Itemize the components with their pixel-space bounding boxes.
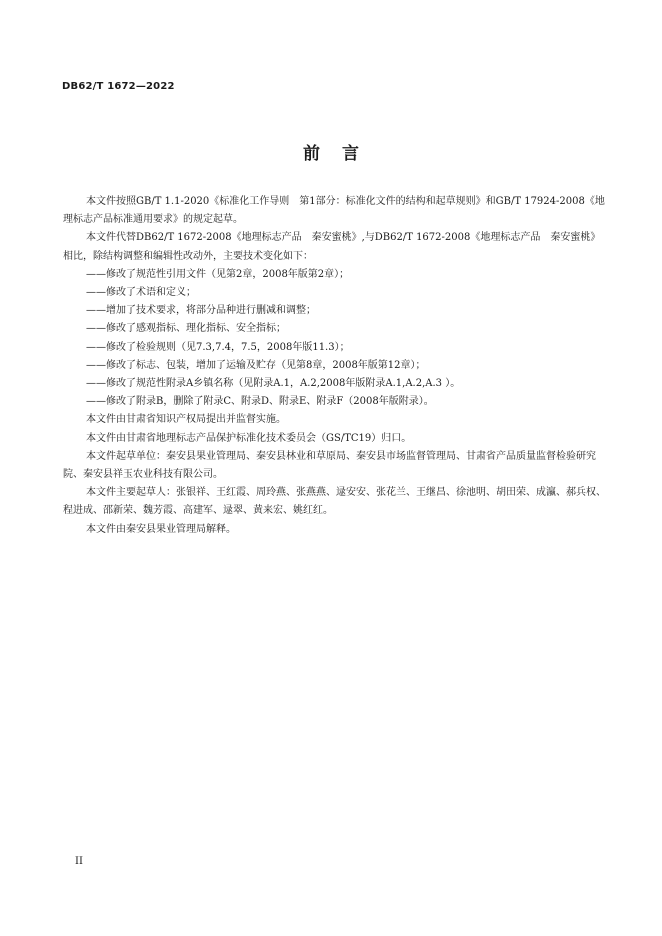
change-item: ——修改了规范性附录A乡镇名称（见附录A.1，A.2,2008年版附录A.1,A.2,A.3 ）。: [86, 378, 461, 390]
paragraph-drafting-units: 本文件起草单位：秦安县果业管理局、秦安县林业和草原局、秦安县市场监督管理局、甘肃省产品质量监督检验研究院、秦安县祥玉农业科技有限公司。: [63, 450, 596, 481]
change-item: ——修改了感观指标、理化指标、安全指标；: [86, 323, 286, 335]
paragraph-drafters: 本文件主要起草人：张银祥、王红霞、周玲燕、张燕燕、逯安安、张花兰、王继昌、徐池明、胡田荣、成瀛、郝兵权、程进成、邵新荣、魏芳霞、高建军、逯翠、黄来宏、姚红红。: [63, 487, 606, 517]
page-number: II: [75, 856, 83, 867]
preface-body: [63, 193, 606, 539]
paragraph-interpretation: 本文件由秦安县果业管理局解释。: [86, 523, 236, 535]
paragraph-drafting-basis: 本文件按照GB/T 1.1-2020《标准化工作导则 第1部分：标准化文件的结构和起草规则》和GB/T 17924-2008《地理标志产品标准通用要求》的规定起草。: [63, 196, 605, 226]
paragraph-centralizer: 本文件由甘肃省地理标志产品保护标准化技术委员会（GS/TC19）归口。: [86, 432, 412, 444]
change-item: ——修改了规范性引用文件（见第2章，2008年版第2章）；: [86, 268, 350, 280]
change-item: ——增加了技术要求，将部分品种进行删减和调整；: [86, 305, 316, 317]
change-item: ——修改了附录B，删除了附录C、附录D、附录E、附录F（2008年版附录）。: [86, 396, 434, 408]
change-item: ——修改了检验规则（见7.3,7.4，7.5，2008年版11.3）；: [86, 341, 350, 353]
paragraph-replacement: 本文件代替DB62/T 1672-2008《地理标志产品 秦安蜜桃》,与DB62/T 1672-2008《地理标志产品 秦安蜜桃》相比，除结构调整和编辑性改动外，主要技术变化如下：: [63, 232, 601, 262]
change-item: ——修改了术语和定义；: [86, 287, 196, 299]
change-item: ——修改了标志、包装，增加了运输及贮存（见第8章，2008年版第12章）；: [86, 359, 426, 371]
paragraph-proposer: 本文件由甘肃省知识产权局提出并监督实施。: [86, 414, 286, 426]
page-title: 前言: [303, 144, 381, 164]
standard-code: DB62/T 1672—2022: [62, 81, 175, 92]
